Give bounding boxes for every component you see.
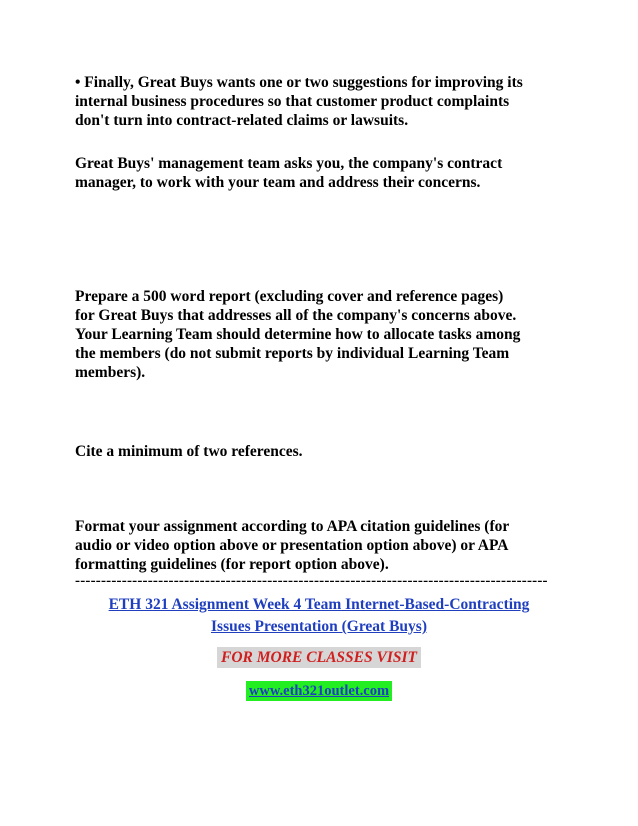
assignment-link-text[interactable]: ETH 321 Assignment Week 4 Team Internet-Based-Contracting (108, 596, 530, 613)
text-line: for Great Buys that addresses all of the company's concerns above. (75, 307, 517, 324)
text-line: audio or video option above or presentation option above) or APA (75, 537, 509, 554)
dashed-divider: ------------------------------------------------------------------------------------------- (75, 573, 548, 589)
assignment-link-text[interactable]: Issues Presentation (Great Buys) (211, 618, 427, 635)
text-line: • Finally, Great Buys wants one or two suggestions for improving its (75, 74, 523, 91)
text-line: members). (75, 364, 146, 381)
website-link[interactable] (0, 681, 638, 701)
text-line: manager, to work with your team and address their concerns. (75, 174, 481, 191)
assignment-link-line-2[interactable] (0, 616, 638, 637)
text-line: Your Learning Team should determine how to allocate tasks among (75, 326, 521, 343)
text-line: Cite a minimum of two references. (75, 443, 303, 460)
website-link-text[interactable]: www.eth321outlet.com (246, 681, 392, 701)
text-line: Great Buys' management team asks you, the company's contract (75, 155, 503, 172)
promo-banner (0, 647, 638, 668)
assignment-link-line-1[interactable] (0, 594, 638, 615)
text-line: Format your assignment according to APA citation guidelines (for (75, 518, 510, 535)
text-line: Prepare a 500 word report (excluding cover and reference pages) (75, 288, 504, 305)
paragraph-cite (75, 442, 565, 461)
text-line: formatting guidelines (for report option above). (75, 556, 389, 573)
text-line: the members (do not submit reports by individual Learning Team (75, 345, 510, 362)
text-line: internal business procedures so that customer product complaints (75, 93, 510, 110)
paragraph-prepare (75, 287, 565, 382)
paragraph-management (75, 154, 565, 192)
paragraph-format (75, 517, 565, 574)
paragraph-finally (75, 73, 565, 130)
text-line: don't turn into contract-related claims or lawsuits. (75, 112, 409, 129)
promo-text: FOR MORE CLASSES VISIT (217, 647, 421, 668)
